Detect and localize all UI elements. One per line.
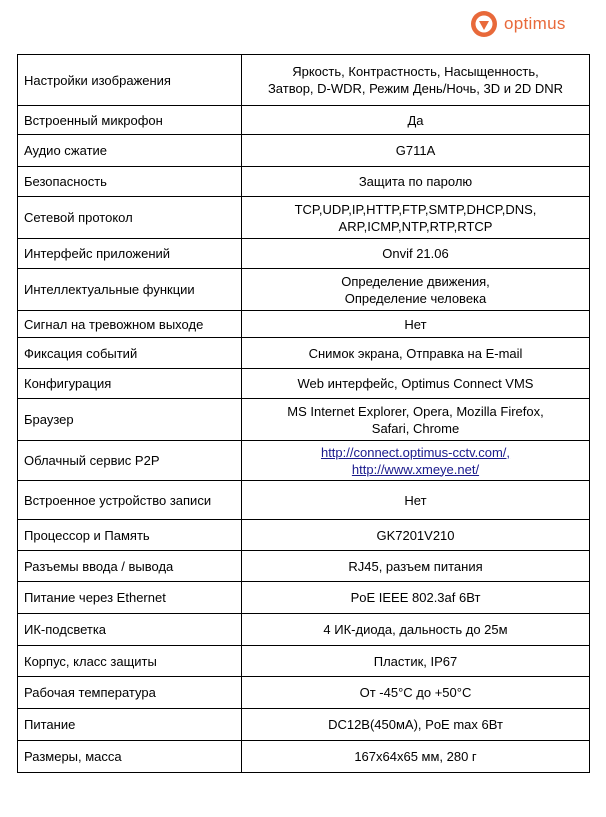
spec-row xyxy=(18,197,590,239)
spec-label: Встроенное устройство записи xyxy=(18,481,242,520)
spec-value xyxy=(242,399,590,441)
spec-value-line: Снимок экрана, Отправка на E-mail xyxy=(308,345,523,361)
spec-value xyxy=(242,520,590,551)
spec-value xyxy=(242,441,590,481)
spec-value-line: Защита по паролю xyxy=(358,174,473,189)
spec-row xyxy=(18,369,590,399)
spec-label: Конфигурация xyxy=(18,369,242,399)
spec-row xyxy=(18,167,590,197)
spec-value-line: 4 ИК-диода, дальность до 25м xyxy=(323,622,508,637)
spec-value xyxy=(242,614,590,646)
spec-value-line: Определение движения, xyxy=(341,273,490,289)
brand-logo xyxy=(470,10,566,38)
spec-row xyxy=(18,239,590,269)
spec-label: Сигнал на тревожном выходе xyxy=(18,311,242,338)
spec-row xyxy=(18,481,590,520)
spec-label: Разъемы ввода / вывода xyxy=(18,551,242,582)
spec-row xyxy=(18,741,590,773)
spec-label: Питание через Ethernet xyxy=(18,582,242,614)
spec-label: ИК-подсветка xyxy=(18,614,242,646)
spec-value-line: GK7201V210 xyxy=(376,527,455,543)
spec-value xyxy=(242,741,590,773)
spec-value-line: DC12В(450мА), PoE max 6Вт xyxy=(328,717,503,732)
spec-value-line: От -45°C до +50°C xyxy=(359,685,472,700)
spec-row xyxy=(18,582,590,614)
spec-value xyxy=(242,167,590,197)
spec-value xyxy=(242,269,590,311)
spec-value xyxy=(242,197,590,239)
spec-row xyxy=(18,399,590,441)
spec-value xyxy=(242,55,590,106)
spec-value-line: Нет xyxy=(404,316,427,332)
spec-row xyxy=(18,677,590,709)
spec-value-line: Web интерфейс, Optimus Connect VMS xyxy=(297,376,534,391)
spec-row xyxy=(18,338,590,369)
spec-label: Процессор и Память xyxy=(18,520,242,551)
spec-label: Корпус, класс защиты xyxy=(18,646,242,677)
spec-label: Сетевой протокол xyxy=(18,197,242,239)
spec-value xyxy=(242,551,590,582)
brand-name: optimus xyxy=(504,14,566,33)
spec-value xyxy=(242,709,590,741)
spec-value-line: TCP,UDP,IP,HTTP,FTP,SMTP,DHCP,DNS, xyxy=(294,201,537,217)
spec-value-line: 167x64x65 мм, 280 г xyxy=(354,749,477,764)
spec-value xyxy=(242,677,590,709)
spec-label: Безопасность xyxy=(18,167,242,197)
spec-value-line: PoE IEEE 802.3af 6Вт xyxy=(350,590,481,605)
spec-value xyxy=(242,311,590,338)
spec-value xyxy=(242,135,590,167)
spec-row xyxy=(18,709,590,741)
spec-value-line: Нет xyxy=(404,492,427,508)
spec-label: Рабочая температура xyxy=(18,677,242,709)
spec-value xyxy=(242,369,590,399)
spec-value xyxy=(242,646,590,677)
spec-label: Интерфейс приложений xyxy=(18,239,242,269)
spec-label: Встроенный микрофон xyxy=(18,106,242,135)
p2p-link[interactable]: http://www.xmeye.net/ xyxy=(351,461,480,477)
spec-value-line: Да xyxy=(407,112,424,128)
spec-value-line: G711A xyxy=(395,143,436,158)
spec-table xyxy=(17,54,590,773)
spec-row xyxy=(18,106,590,135)
spec-label: Фиксация событий xyxy=(18,338,242,369)
spec-label: Аудио сжатие xyxy=(18,135,242,167)
spec-value xyxy=(242,338,590,369)
spec-label: Настройки изображения xyxy=(18,55,242,106)
spec-value-line: Safari, Chrome xyxy=(371,420,460,436)
spec-value xyxy=(242,582,590,614)
spec-value xyxy=(242,106,590,135)
spec-value-line: MS Internet Explorer, Opera, Mozilla Firefox, xyxy=(287,403,544,419)
spec-row xyxy=(18,269,590,311)
spec-value-line: Затвор, D-WDR, Режим День/Ночь, 3D и 2D DNR xyxy=(267,81,564,96)
spec-row xyxy=(18,441,590,481)
optimus-logo-icon xyxy=(470,10,498,38)
spec-label: Браузер xyxy=(18,399,242,441)
p2p-link[interactable]: http://connect.optimus-cctv.com/, xyxy=(320,444,511,460)
spec-value xyxy=(242,481,590,520)
spec-label: Размеры, масса xyxy=(18,741,242,773)
spec-value-line: ARP,ICMP,NTP,RTP,RTCP xyxy=(338,218,493,234)
spec-row xyxy=(18,55,590,106)
spec-row xyxy=(18,135,590,167)
spec-value-line: Яркость, Контрастность, Насыщенность, xyxy=(292,64,539,79)
spec-row xyxy=(18,551,590,582)
spec-label: Облачный сервис P2P xyxy=(18,441,242,481)
spec-value-line: Пластик, IP67 xyxy=(373,653,458,669)
spec-label: Питание xyxy=(18,709,242,741)
spec-label: Интеллектуальные функции xyxy=(18,269,242,311)
spec-row xyxy=(18,311,590,338)
spec-value-line: Определение человека xyxy=(344,290,487,306)
spec-row xyxy=(18,614,590,646)
spec-row xyxy=(18,520,590,551)
spec-row xyxy=(18,646,590,677)
spec-value-line: RJ45, разъем питания xyxy=(348,558,483,574)
spec-value-line: Onvif 21.06 xyxy=(382,246,449,261)
spec-value xyxy=(242,239,590,269)
